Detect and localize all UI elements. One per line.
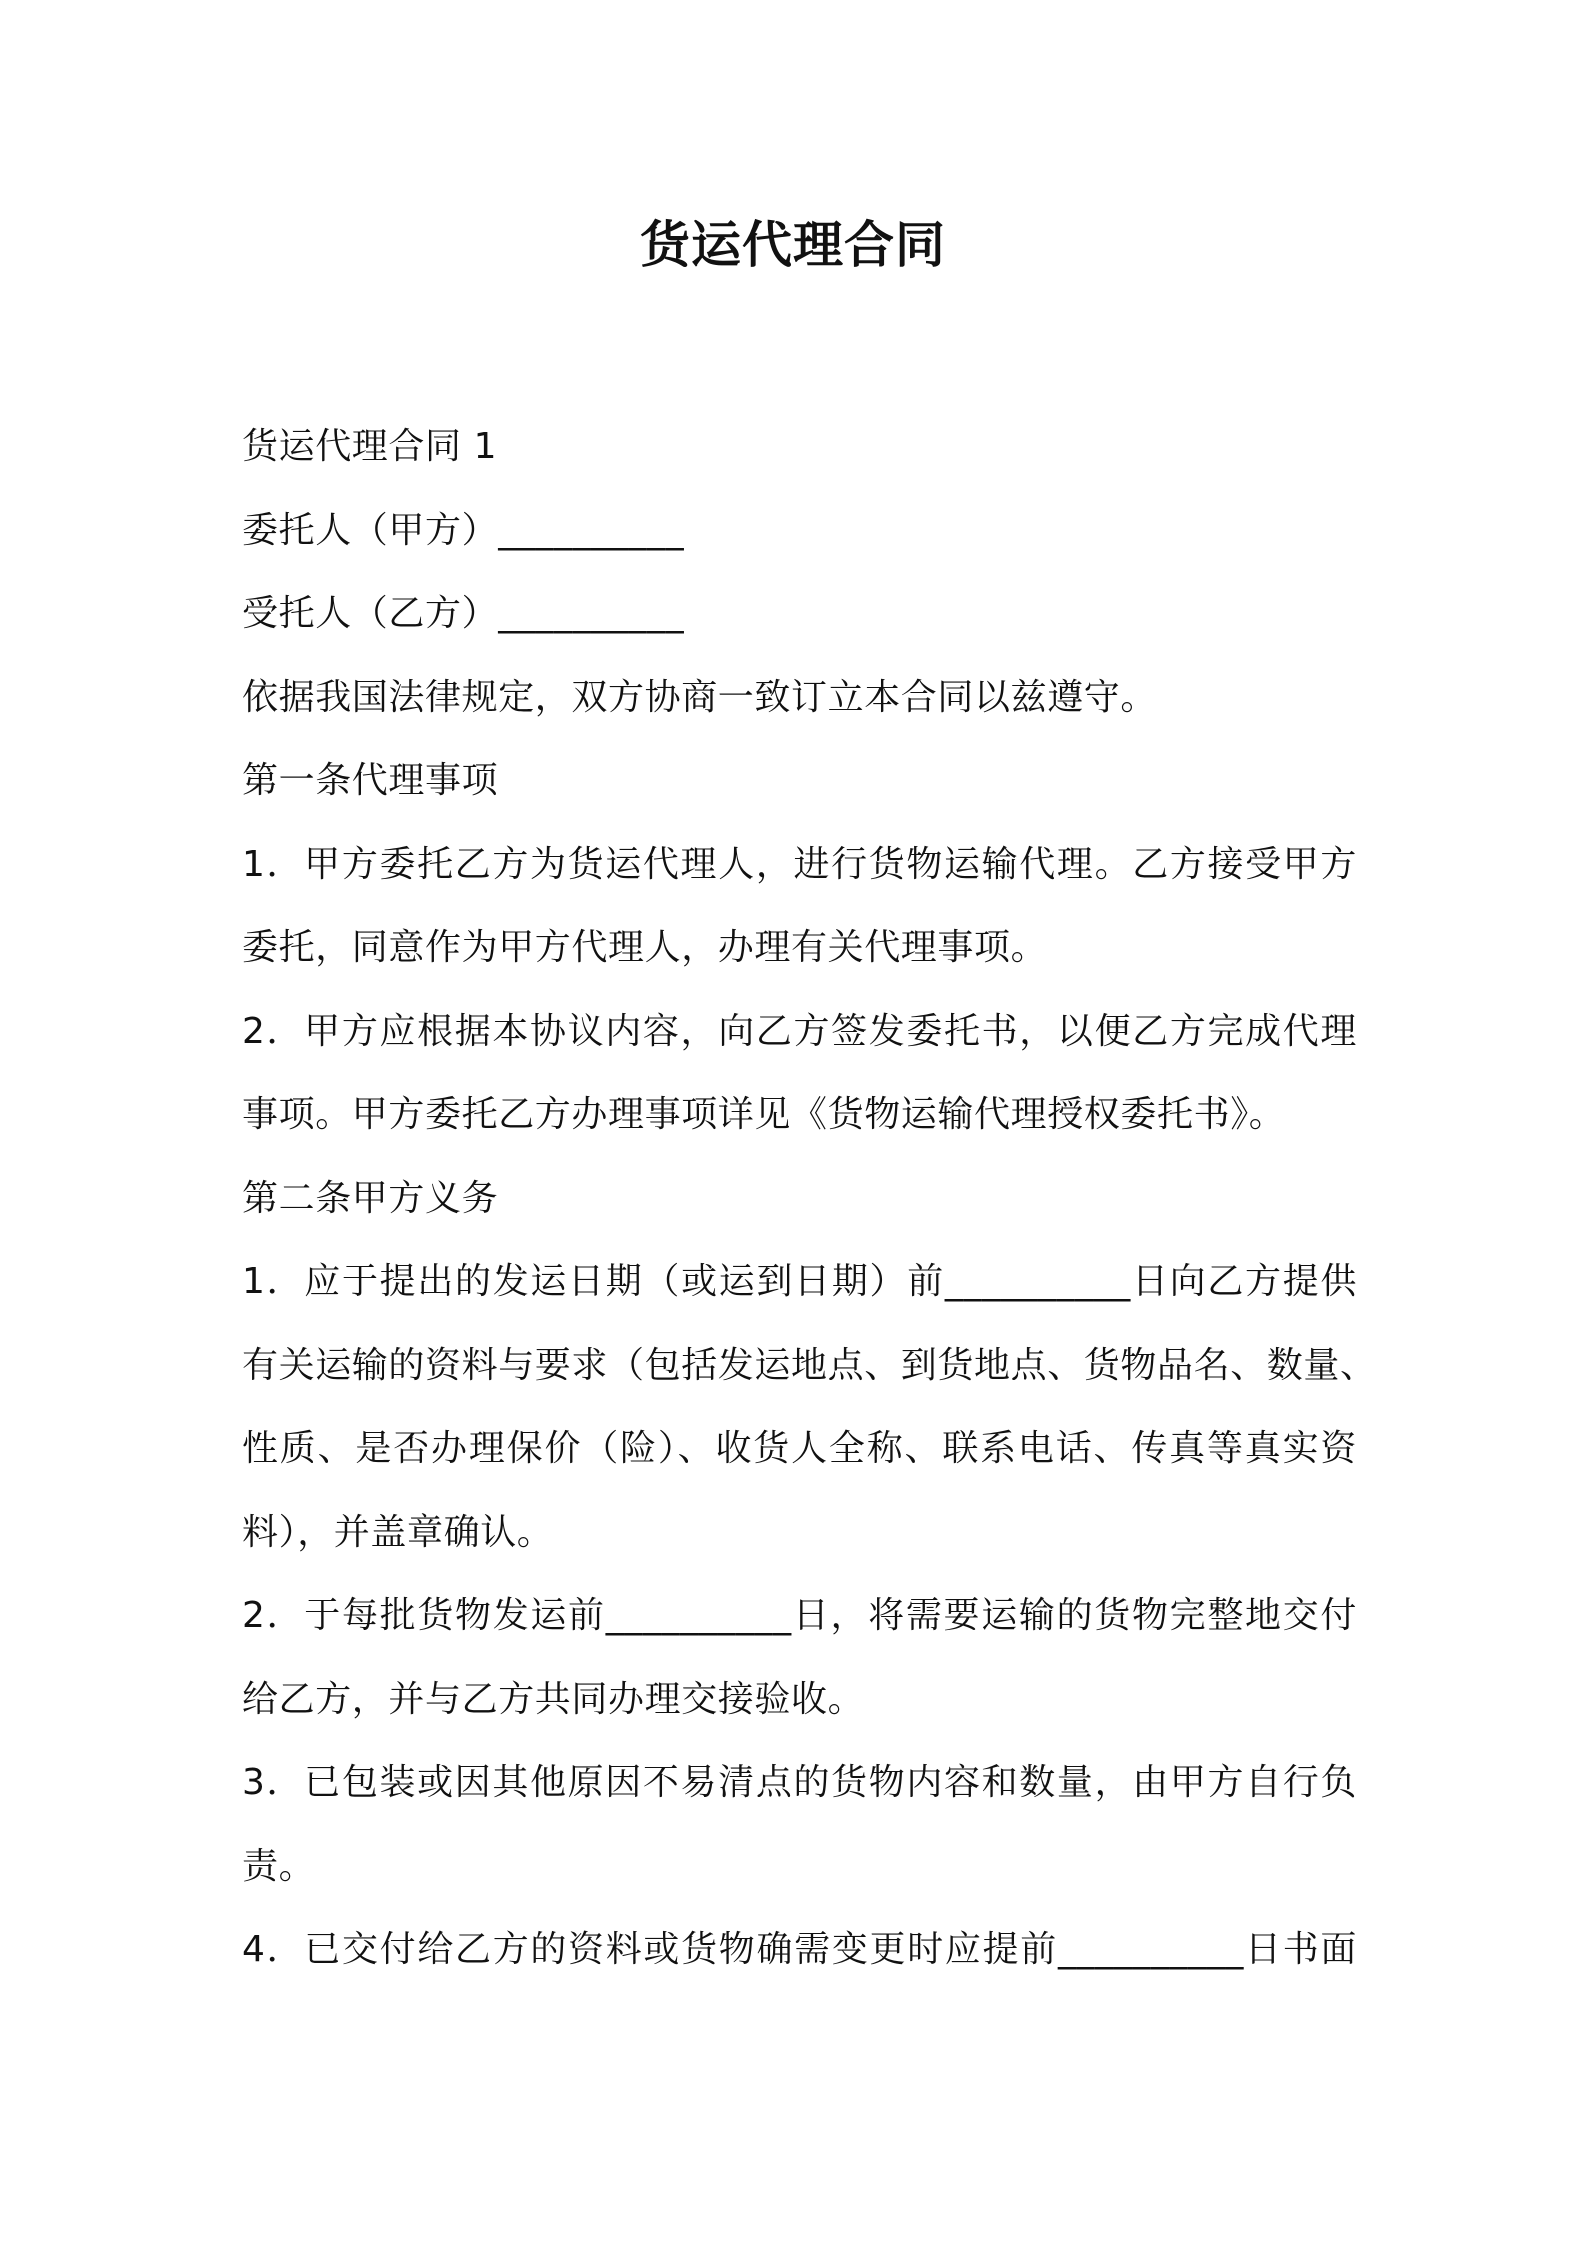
preamble-line: 依据我国法律规定，双方协商一致订立本合同以兹遵守。 [242, 676, 1158, 718]
article-2-clause-1-line-2: 有关运输的资料与要求（包括发运地点、到货地点、货物品名、数量、 [242, 1344, 1377, 1386]
article-1-clause-2-line-1: 2．甲方应根据本协议内容，向乙方签发委托书，以便乙方完成代理 [242, 1010, 1357, 1052]
party-b-line: 受托人（乙方）__________ [242, 593, 685, 634]
article-2-clause-4-line-1: 4．已交付给乙方的资料或货物确需变更时应提前__________日书面 [242, 1929, 1357, 1970]
article-2-clause-2-line-1: 2．于每批货物发运前__________日，将需要运输的货物完整地交付 [242, 1595, 1357, 1636]
article-1-clause-2-line-2: 事项。甲方委托乙方办理事项详见《货物运输代理授权委托书》。 [242, 1094, 1286, 1135]
article-2-clause-2-line-2: 给乙方，并与乙方共同办理交接验收。 [242, 1678, 865, 1720]
article-2-clause-1-line-4: 料），并盖章确认。 [242, 1511, 554, 1553]
article-1-clause-1-line-2: 委托，同意作为甲方代理人，办理有关代理事项。 [242, 927, 1048, 968]
document-title: 货运代理合同 [640, 216, 946, 274]
article-1-heading: 第一条代理事项 [242, 760, 499, 801]
article-2-clause-3-line-2: 责。 [242, 1845, 316, 1887]
article-1-clause-1-line-1: 1．甲方委托乙方为货运代理人，进行货物运输代理。乙方接受甲方 [242, 843, 1357, 885]
contract-heading: 货运代理合同 1 [242, 426, 498, 467]
party-a-line: 委托人（甲方）__________ [242, 509, 685, 551]
article-2-clause-1-line-1: 1．应于提出的发运日期（或运到日期）前__________日向乙方提供 [242, 1261, 1357, 1302]
article-2-clause-1-line-3: 性质、是否办理保价（险）、收货人全称、联系电话、传真等真实资 [242, 1428, 1357, 1469]
article-2-clause-3-line-1: 3．已包装或因其他原因不易清点的货物内容和数量，由甲方自行负 [242, 1762, 1357, 1803]
document-body [242, 405, 1377, 1992]
article-2-heading: 第二条甲方义务 [242, 1177, 499, 1219]
